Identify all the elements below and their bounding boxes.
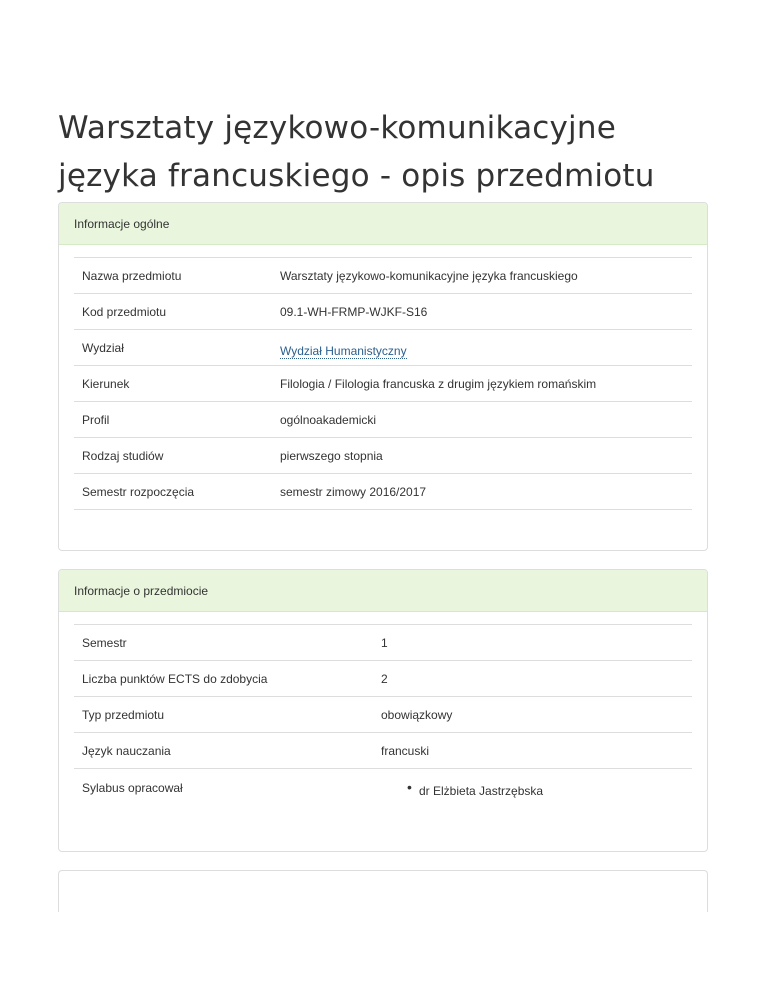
- row-value: [272, 330, 692, 366]
- row-label: Język nauczania: [74, 733, 373, 769]
- table-row: [74, 697, 692, 733]
- subject-info-table: [74, 624, 692, 819]
- next-panel: [58, 870, 708, 912]
- department-link[interactable]: Wydział Humanistyczny: [280, 344, 407, 358]
- table-row: [74, 474, 692, 510]
- page-title: Warsztaty językowo-komunikacyjne języka francuskiego - opis przedmiotu: [58, 110, 655, 194]
- table-row: [74, 625, 692, 661]
- general-info-table: [74, 257, 692, 510]
- row-label: Kierunek: [74, 366, 272, 402]
- author-item: • dr Elżbieta Jastrzębska: [419, 783, 684, 799]
- row-value: 2: [373, 661, 692, 697]
- author-list: [381, 781, 684, 797]
- row-value: semestr zimowy 2016/2017: [272, 474, 692, 510]
- table-row: [74, 366, 692, 402]
- row-value: Warsztaty językowo-komunikacyjne języka francuskiego: [272, 258, 692, 294]
- row-label: Semestr rozpoczęcia: [74, 474, 272, 510]
- subject-info-panel: [58, 569, 708, 852]
- table-row: [74, 294, 692, 330]
- table-row: [74, 330, 692, 366]
- table-row: [74, 258, 692, 294]
- row-value: Filologia / Filologia francuska z drugim językiem romańskim: [272, 366, 692, 402]
- row-label: Liczba punktów ECTS do zdobycia: [74, 661, 373, 697]
- row-value: 09.1-WH-FRMP-WJKF-S16: [272, 294, 692, 330]
- general-info-panel: [58, 202, 708, 551]
- general-info-body: [59, 245, 707, 510]
- row-label: Semestr: [74, 625, 373, 661]
- row-value: pierwszego stopnia: [272, 438, 692, 474]
- row-label: Profil: [74, 402, 272, 438]
- table-row: [74, 402, 692, 438]
- row-label: Typ przedmiotu: [74, 697, 373, 733]
- row-value: francuski: [373, 733, 692, 769]
- subject-info-body: [59, 612, 707, 819]
- general-info-heading: Informacje ogólne: [59, 203, 707, 245]
- table-row: [74, 661, 692, 697]
- row-label: Kod przedmiotu: [74, 294, 272, 330]
- row-label: Wydział: [74, 330, 272, 366]
- row-label: Rodzaj studiów: [74, 438, 272, 474]
- row-value: 1: [373, 625, 692, 661]
- row-label: Sylabus opracował: [74, 769, 373, 819]
- subject-info-heading: Informacje o przedmiocie: [59, 570, 707, 612]
- table-row: [74, 733, 692, 769]
- row-value: obowiązkowy: [373, 697, 692, 733]
- row-value: ogólnoakademicki: [272, 402, 692, 438]
- table-row: [74, 769, 692, 819]
- row-value: [373, 769, 692, 819]
- table-row: [74, 438, 692, 474]
- row-label: Nazwa przedmiotu: [74, 258, 272, 294]
